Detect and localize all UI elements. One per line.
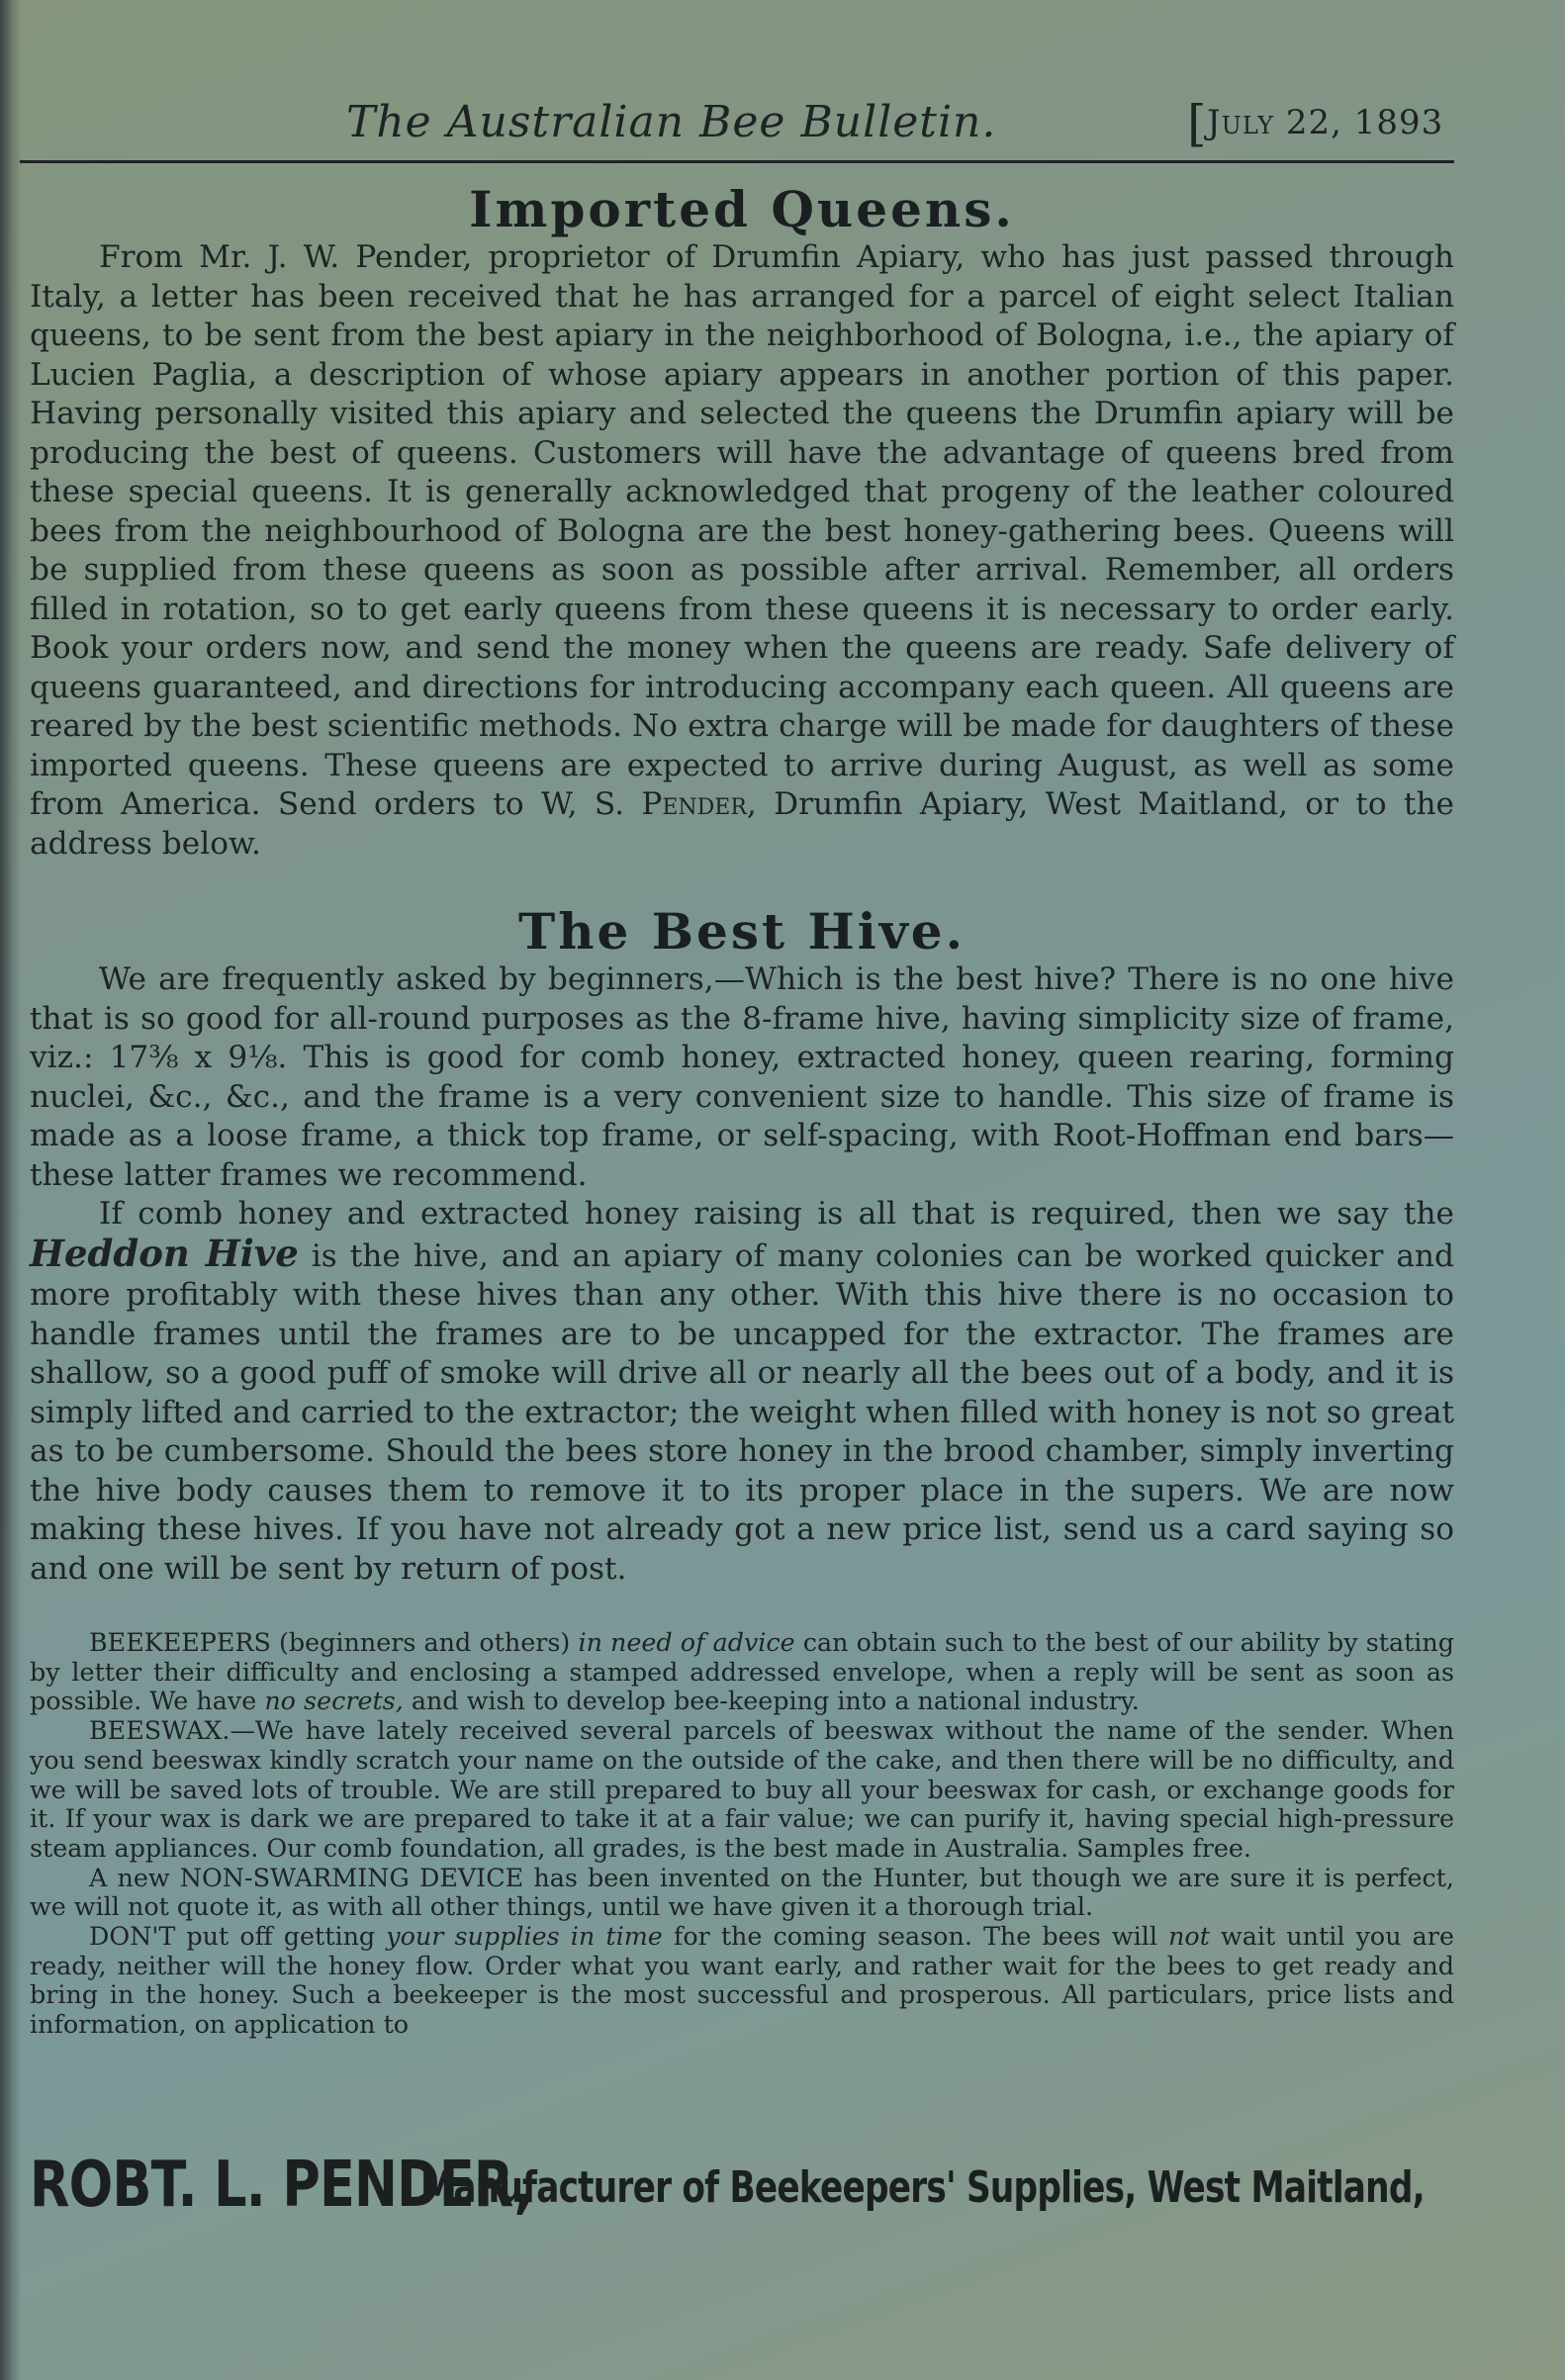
notice-4-italic-2: not — [1168, 1921, 1210, 1952]
issue-date: July 22, 1893 — [1207, 103, 1444, 142]
header-rule — [20, 160, 1454, 163]
notice-1-italic-2: no secrets, — [264, 1686, 404, 1716]
torn-page-edge — [0, 0, 22, 2380]
heading-imported-queens: Imported Queens. — [469, 180, 1015, 238]
notice-4-italic: your supplies in time — [386, 1921, 663, 1952]
hive-text-start: If comb honey and extracted honey raising is all that is required, then we say the — [99, 1196, 1454, 1232]
notice-4-mid: for the coming season. The bees will — [673, 1921, 1157, 1952]
notice-1-end: and wish to develop bee-keeping into a national industry. — [411, 1686, 1140, 1716]
header-bracket: [ — [1187, 95, 1207, 152]
advertiser-footer — [30, 2149, 1464, 2222]
pender-name: Pender — [641, 786, 747, 822]
paragraph-best-hive-2 — [30, 1195, 1454, 1589]
journal-title: The Australian Bee Bulletin. — [346, 97, 997, 147]
heddon-hive-name: Heddon Hive — [30, 1231, 299, 1275]
advertiser-name: ROBT. L. PENDER, — [30, 2149, 533, 2222]
notice-1-mid: can obtain such to the best of our ability by stating by letter their difficulty and enclosing a stamped addressed envelope, when a reply will be sent as soon as possible. We have — [30, 1627, 1455, 1716]
running-header — [30, 97, 1454, 158]
notice-4-end: wait until you are ready, neither will the honey flow. Order what you want early, and rather wait for the bees to get ready and bring in the honey. Such a beekeeper is the most successful and prosperous. All particulars, price lists and information, on application to — [30, 1921, 1454, 2040]
notice-4-start: DON'T put off getting — [89, 1921, 376, 1952]
queens-text-end: , Drumfin Apiary, West Maitland, or to the address below. — [30, 786, 1455, 862]
section-imported-queens — [30, 180, 1454, 864]
notice-beeswax: BEESWAX.—We have lately received several parcels of beeswax without the name of the sender. When you send beeswax kindly scratch your name on the outside of the cake, and then there will be no difficulty, and we will be saved lots of trouble. We are still prepared to buy all your beeswax for cash, or exchange goods for it. If your wax is dark we are prepared to take it at a fair value; we can purify it, having special high-pressure steam appliances. Our comb foundation, all grades, is the best made in Australia. Samples free. — [30, 1715, 1454, 1863]
notice-beekeepers — [30, 1628, 1454, 1716]
heading-best-hive: The Best Hive. — [517, 902, 966, 961]
paragraph-best-hive-1: We are frequently asked by beginners,—Which is the best hive? There is no one hive that is so good for all-round purposes as the 8-frame hive, having simplicity size of frame, viz.: 17⅜ x 9⅛. This is good for comb honey, extracted honey, queen rearing, forming nuclei, &c., &c., and the frame is a very convenient size to handle. This size of frame is made as a loose frame, a thick top frame, or self-spacing, with Root-Hoffman end bars—these latter frames we recommend. — [30, 961, 1454, 1193]
section-best-hive — [30, 902, 1454, 1589]
hive-text-end: is the hive, and an apiary of many colonies can be worked quicker and more profitably with these hives than any other. With this hive there is no occasion to handle frames until the frames are to be uncapped for the extractor. The frames are shallow, so a good puff of smoke will drive all or nearly all the bees out of a body, and it is simply lifted and carried to the extractor; the weight when filled with honey is not so great as to be cumbersome. Should the bees store honey in the brood chamber, simply inverting the hive body causes them to remove it to its proper place in the supers. We are now making these hives. If you have not already got a new price list, send us a card saying so and one will be sent by return of post. — [30, 1237, 1454, 1587]
queens-text: From Mr. J. W. Pender, proprietor of Drumfin Apiary, who has just passed through Italy, a letter has been received that he has arranged for a parcel of eight select Italian queens, to be sent from the best apiary in the neighborhood of Bologna, i.e., the apiary of Lucien Paglia, a description of whose apiary appears in another portion of this paper. Having personally visited this apiary and selected the queens the Drumfin apiary will be producing the best of queens. Customers will have the advantage of queens bred from these special queens. It is generally acknowledged that progeny of the leather coloured bees from the neighbourhood of Bologna are the best honey-gathering bees. Queens will be supplied from these queens as soon as possible after arrival. Remember, all orders filled in rotation, so to get early queens from these queens it is necessary to order early. Book your orders now, and send the money when the queens are ready. Safe delivery of queens guaranteed, and directions for introducing accompany each queen. All queens are reared by the best scientific methods. No extra charge will be made for daughters of these imported queens. These queens are expected to arrive during August, as well as some from America. Send orders to W, S. — [30, 239, 1454, 822]
notices — [30, 1628, 1454, 2040]
notice-1-start: BEEKEEPERS (beginners and others) — [89, 1627, 571, 1657]
notice-non-swarming: A new NON-SWARMING DEVICE has been invented on the Hunter, but though we are sure it is perfect, we will not quote it, as with all other things, until we have given it a thorough trial. — [30, 1862, 1454, 1922]
paragraph-imported-queens — [30, 238, 1454, 864]
notice-supplies — [30, 1922, 1454, 2040]
notice-1-italic: in need of advice — [578, 1627, 795, 1657]
advertiser-business: Manufacturer of Beekeepers' Supplies, West Maitland, — [420, 2162, 1425, 2213]
